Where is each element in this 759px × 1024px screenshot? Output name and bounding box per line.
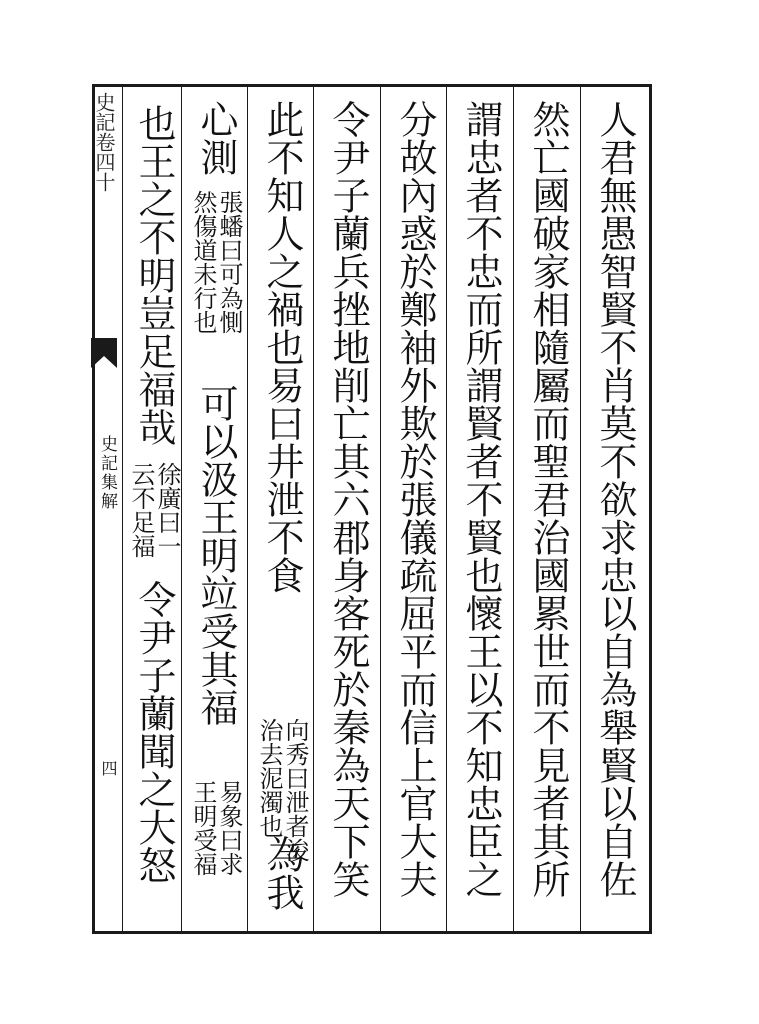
text-column-6-cont: 為我 [260,835,304,911]
column-rule [380,84,381,934]
commentary-line: 張蟠曰可為惻 [215,190,243,334]
book-title: 史記集解 [97,435,117,511]
text-column-4: 分故內惑於鄭袖外欺於張儀疏屈平而信上官大夫 [393,100,437,898]
commentary-line: 易象曰求 [215,780,243,876]
column-rule [247,84,248,934]
spine-title: 史記卷四十 [92,92,116,192]
column-rule [513,84,514,934]
commentary-line: 徐廣曰一 [153,462,181,558]
text-column-1: 人君無愚智賢不肖莫不欲求忠以自為舉賢以自佐 [593,100,637,898]
text-column-8-cont: 令尹子蘭聞之大怒 [132,580,176,884]
commentary-note [190,190,242,334]
commentary-line: 治去泥濁也 [255,718,283,838]
column-rule [122,84,123,934]
column-rule [313,84,314,934]
text-column-8: 也王之不明豈足福哉 [132,104,176,446]
text-column-7: 心測 [194,100,238,176]
text-column-2: 然亡國破家相隨屬而聖君治國累世而不見者其所 [526,100,570,898]
commentary-note [190,780,242,876]
column-rule [580,84,581,934]
column-rule [446,84,447,934]
commentary-line: 王明受福 [189,780,217,876]
text-column-6: 此不知人之禍也易曰井泄不食 [260,100,304,594]
column-rule [181,84,182,934]
text-column-5: 令尹子蘭兵挫地削亡其六郡身客死於秦為天下笑 [326,100,370,898]
page-number: 四 [99,760,118,776]
commentary-line: 向秀曰泄者浚 [281,718,309,862]
commentary-line: 然傷道未行也 [189,190,217,334]
commentary-note [128,462,180,558]
text-column-7-cont: 可以汲王明竝受其福 [194,384,238,726]
commentary-line: 云不足福 [127,462,155,558]
text-column-3: 謂忠者不忠而所謂賢者不賢也懷王以不知忠臣之 [459,100,503,898]
